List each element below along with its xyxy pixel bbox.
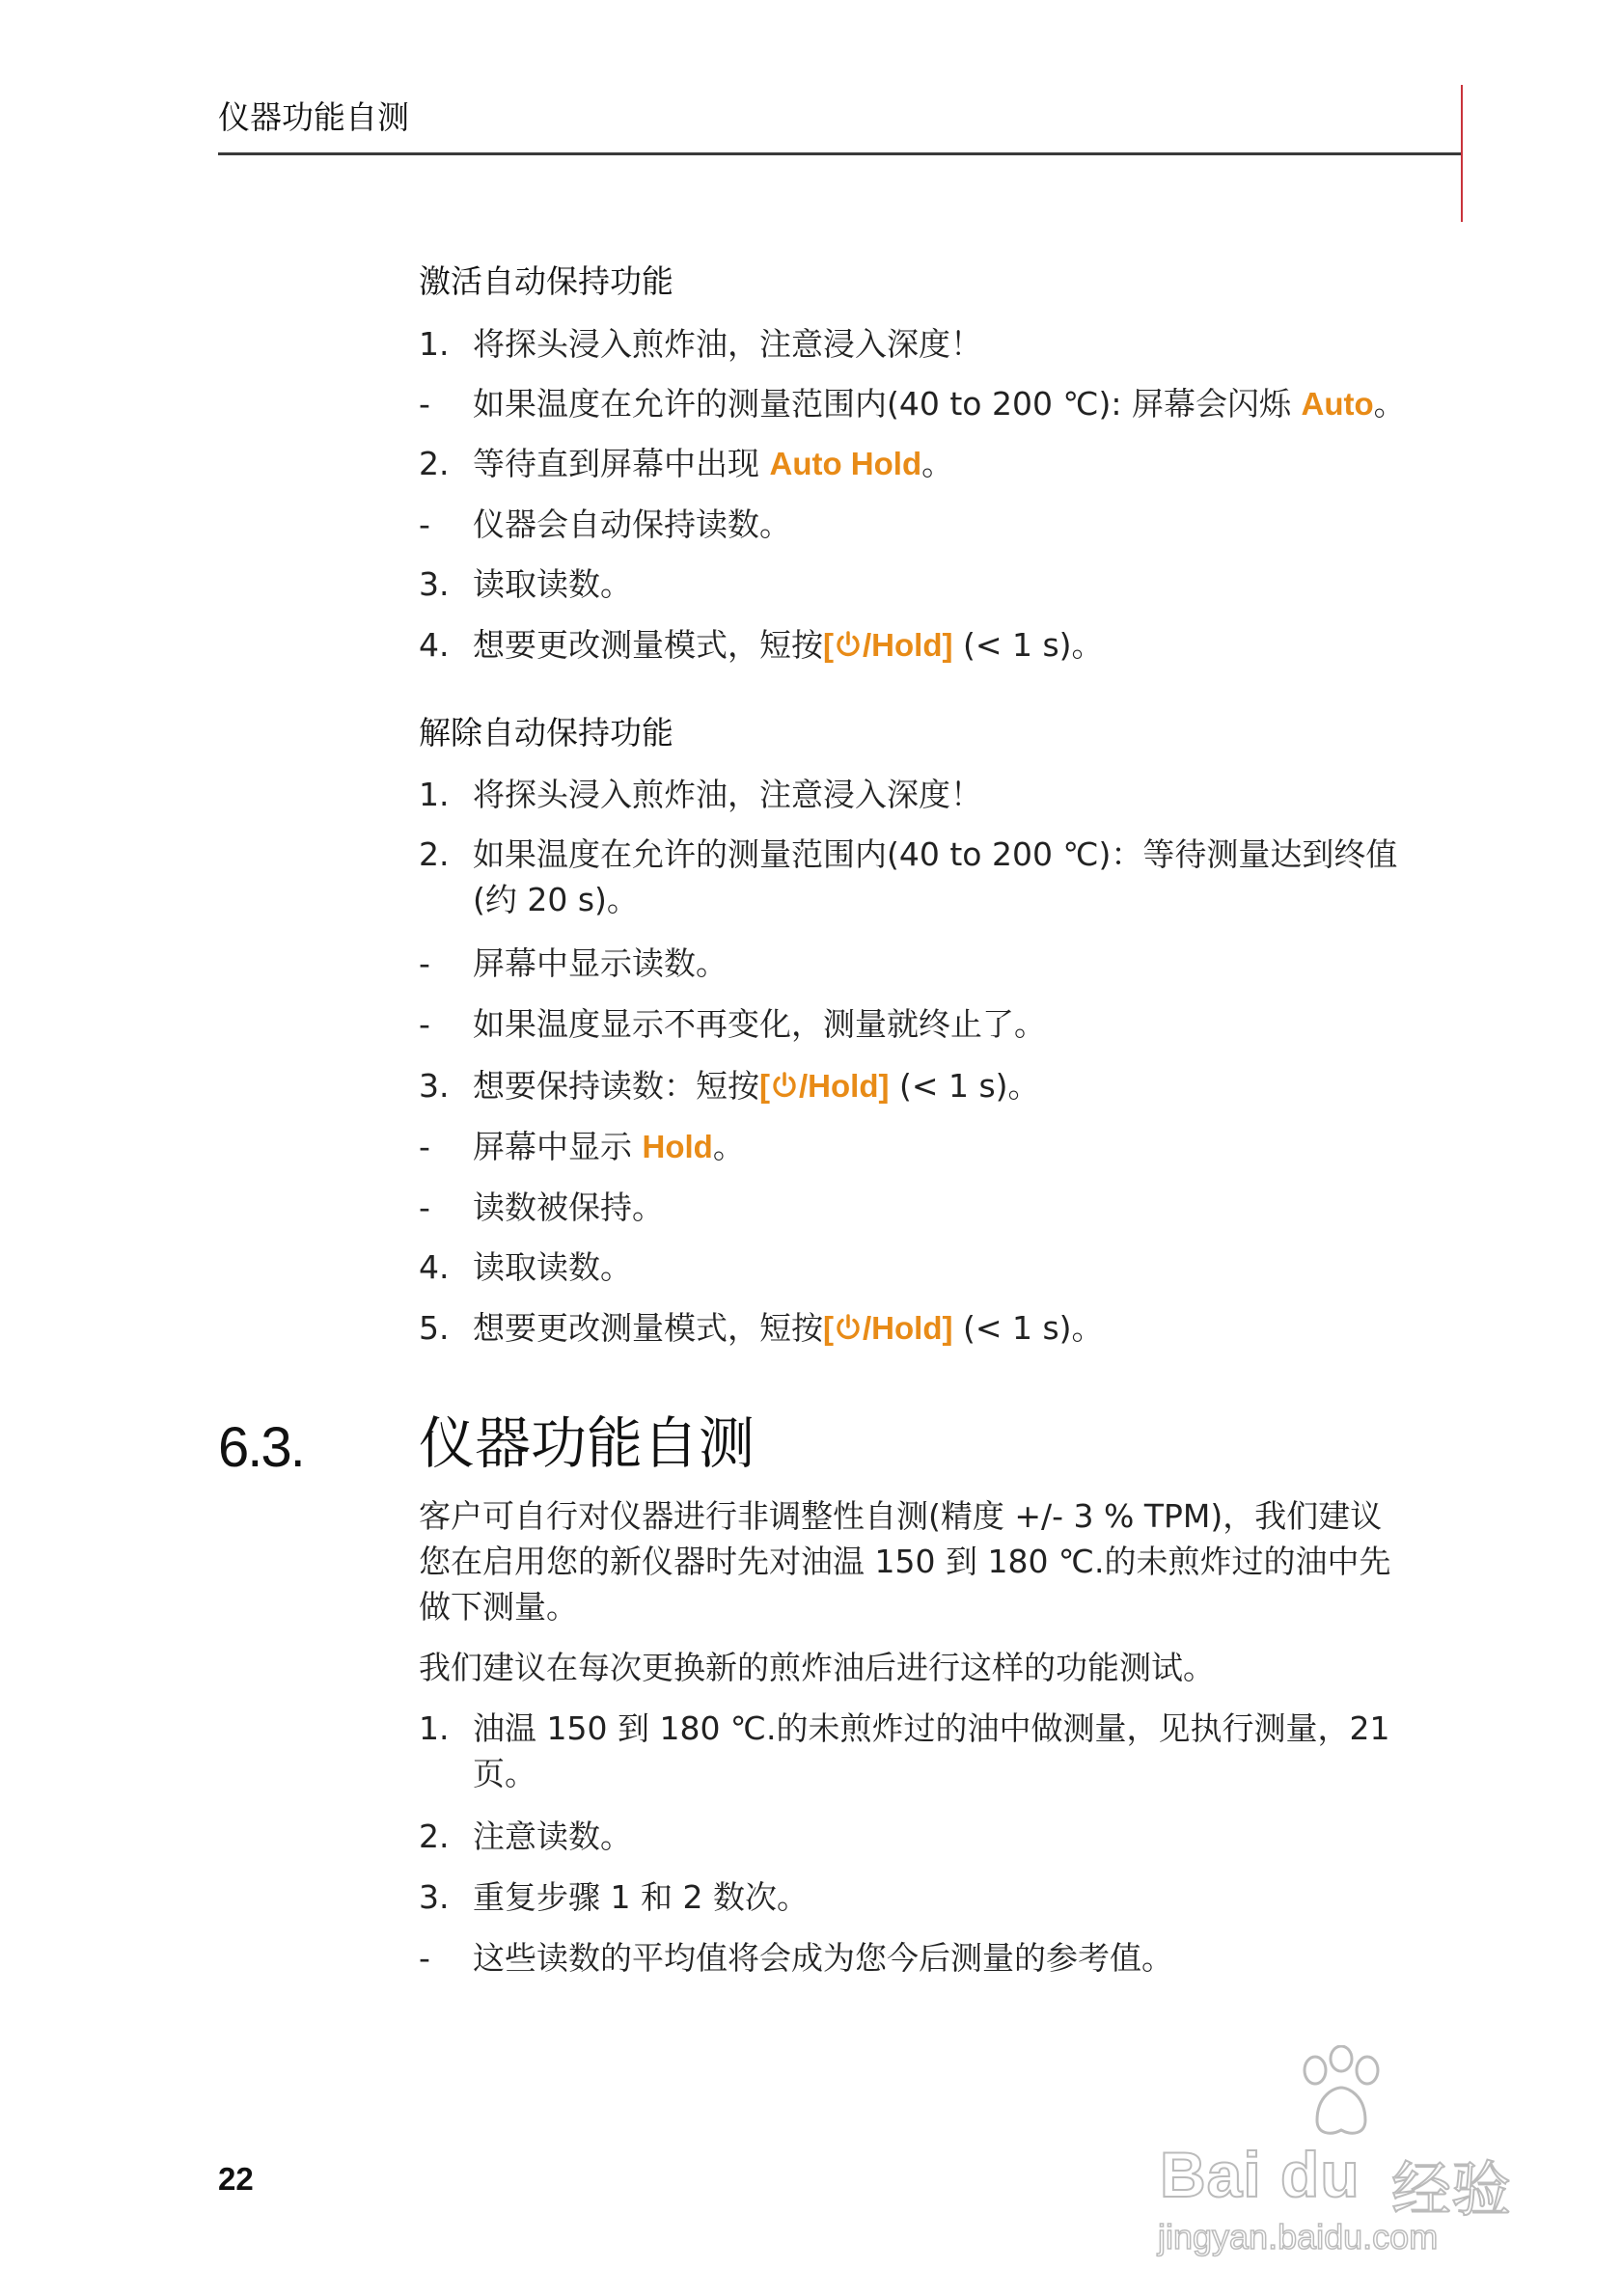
item-bullet: - <box>419 506 430 543</box>
list-item <box>419 561 1461 607</box>
item-text-end: 。 <box>921 445 954 482</box>
item-text-end: 。 <box>1373 385 1406 423</box>
list-item <box>419 321 1461 367</box>
list-item <box>419 772 1461 817</box>
paragraph-line: 您在启用您的新仪器时先对油温 150 到 180 ℃.的未煎炸过的油中先 <box>419 1543 1391 1580</box>
activate-heading: 激活自动保持功能 <box>419 262 673 300</box>
key-hold-label: /Hold] <box>863 1310 953 1346</box>
item-number: 2. <box>419 445 450 482</box>
paragraph-line: 做下测量。 <box>419 1588 578 1626</box>
list-item <box>419 1124 1461 1169</box>
item-text: 注意读数。 <box>473 1818 632 1855</box>
item-bullet: - <box>419 1939 430 1977</box>
key-hold-label: /Hold] <box>863 627 953 663</box>
item-text: 读取读数。 <box>473 1248 632 1286</box>
list-item <box>419 941 1461 986</box>
item-bullet: - <box>419 1189 430 1226</box>
item-text: 读数被保持。 <box>473 1189 664 1226</box>
list-item <box>419 1185 1461 1230</box>
key-open-bracket: [ <box>759 1068 770 1104</box>
item-number: 1. <box>419 776 450 813</box>
list-item <box>419 381 1461 426</box>
item-text: 如果温度显示不再变化，测量就终止了。 <box>473 1005 1046 1043</box>
item-number: 2. <box>419 1818 450 1855</box>
power-icon <box>834 1313 863 1342</box>
section-number: 6.3. <box>218 1416 304 1479</box>
baidu-watermark <box>1139 2045 1544 2257</box>
item-text: 想要更改测量模式，短按 <box>473 626 823 664</box>
key-open-bracket: [ <box>823 627 834 663</box>
item-text-line2: 页。 <box>473 1755 536 1792</box>
display-auto-label: Auto <box>1301 386 1374 422</box>
item-number: 3. <box>419 1878 450 1916</box>
paw-icon <box>1288 2045 1394 2142</box>
item-number: 1. <box>419 325 450 363</box>
item-text-end: (< 1 s)。 <box>952 1309 1104 1347</box>
section-title: 仪器功能自测 <box>419 1410 756 1476</box>
list-item <box>419 1874 1461 1920</box>
item-text: 仪器会自动保持读数。 <box>473 506 791 543</box>
item-number: 3. <box>419 565 450 603</box>
item-text: 想要保持读数：短按 <box>473 1067 759 1105</box>
header-rule <box>218 152 1463 155</box>
list-item <box>419 1935 1461 1981</box>
list-item <box>419 1814 1461 1859</box>
item-text-end: (< 1 s)。 <box>889 1067 1040 1105</box>
item-text: 如果温度在允许的测量范围内(40 to 200 ℃): 屏幕会闪烁 <box>473 385 1302 423</box>
item-text: 想要更改测量模式，短按 <box>473 1309 823 1347</box>
item-number: 1. <box>419 1709 450 1747</box>
item-text: 重复步骤 1 和 2 数次。 <box>473 1878 809 1916</box>
list-item <box>419 1706 1461 1796</box>
display-auto-hold-label: Auto Hold <box>769 446 922 481</box>
item-text: 将探头浸入煎炸油，注意浸入深度！ <box>473 325 982 363</box>
item-bullet: - <box>419 1005 430 1043</box>
item-number: 4. <box>419 626 450 664</box>
item-text: 屏幕中显示 <box>473 1128 643 1165</box>
item-text: 屏幕中显示读数。 <box>473 944 728 982</box>
item-number: 4. <box>419 1248 450 1286</box>
list-item <box>419 1305 1461 1351</box>
item-number: 2. <box>419 835 450 873</box>
watermark-url: jingyan.baidu.com <box>1158 2217 1439 2256</box>
key-open-bracket: [ <box>823 1310 834 1346</box>
item-text-line1: 油温 150 到 180 ℃.的未煎炸过的油中做测量，见执行测量，21 <box>473 1709 1390 1747</box>
item-bullet: - <box>419 385 430 423</box>
header-accent-mark <box>1461 85 1463 222</box>
power-icon <box>834 630 863 659</box>
list-item <box>419 622 1461 668</box>
recommendation-paragraph: 我们建议在每次更换新的煎炸油后进行这样的功能测试。 <box>419 1649 1215 1686</box>
item-text-line2: (约 20 s)。 <box>473 881 639 918</box>
list-item <box>419 1244 1461 1290</box>
list-item <box>419 1063 1461 1108</box>
item-bullet: - <box>419 1128 430 1165</box>
item-text: 读取读数。 <box>473 565 632 603</box>
item-text: 将探头浸入煎炸油，注意浸入深度！ <box>473 776 982 813</box>
item-number: 3. <box>419 1067 450 1105</box>
list-item <box>419 832 1461 922</box>
list-item <box>419 502 1461 547</box>
key-hold-label: /Hold] <box>799 1068 890 1104</box>
item-text: 等待直到屏幕中出现 <box>473 445 770 482</box>
item-text-end: 。 <box>712 1128 745 1165</box>
paragraph-line: 客户可自行对仪器进行非调整性自测(精度 +/- 3 % TPM)，我们建议 <box>419 1497 1383 1535</box>
power-icon <box>770 1071 799 1100</box>
item-number: 5. <box>419 1309 450 1347</box>
display-hold-label: Hold <box>642 1129 713 1164</box>
item-text-end: (< 1 s)。 <box>952 626 1104 664</box>
item-text-line1: 如果温度在允许的测量范围内(40 to 200 ℃)：等待测量达到终值 <box>473 835 1398 873</box>
running-header-title: 仪器功能自测 <box>218 98 409 136</box>
watermark-brand-cn: 经验 <box>1391 2154 1512 2225</box>
list-item <box>419 1001 1461 1047</box>
item-text: 这些读数的平均值将会成为您今后测量的参考值。 <box>473 1939 1173 1977</box>
page-number: 22 <box>218 2161 254 2197</box>
intro-paragraph <box>419 1493 1461 1629</box>
list-item <box>419 441 1461 486</box>
watermark-brand: Bai du <box>1160 2139 1360 2210</box>
deactivate-heading: 解除自动保持功能 <box>419 714 673 752</box>
item-bullet: - <box>419 944 430 982</box>
